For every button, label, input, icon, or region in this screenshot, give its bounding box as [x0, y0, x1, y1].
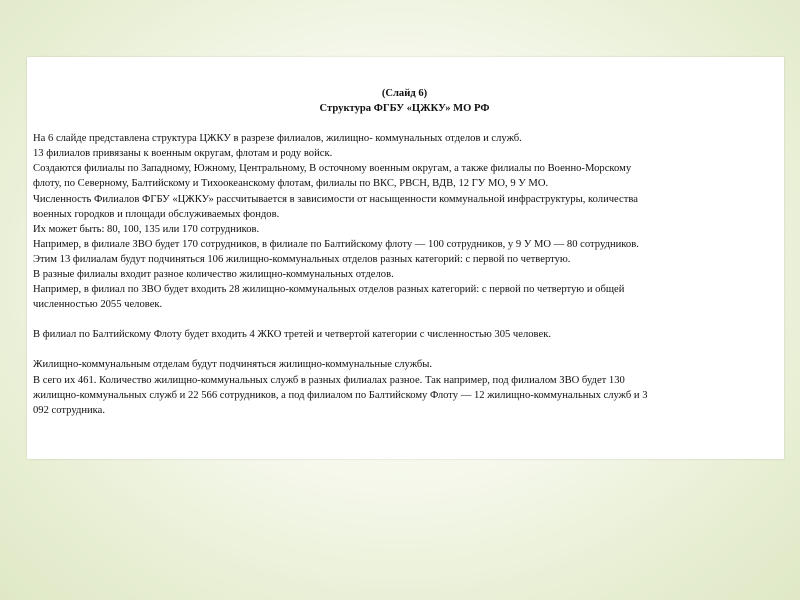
text-line: численностью 2055 человек. [33, 299, 163, 311]
paragraph-baltic [33, 327, 776, 342]
text-line: Численность Филиалов ФГБУ «ЦЖКУ» рассчитывается в зависимости от насыщенности коммунальной инфраструктуры, количества [33, 193, 638, 205]
slide-content [27, 57, 784, 459]
text-line: В филиал по Балтийскому Флоту будет входить 4 ЖКО третей и четвертой категории с численностью 305 человек. [33, 329, 551, 341]
slide-number-title: (Слайд 6) [381, 88, 428, 99]
text-line: В сего их 461. Количество жилищно-коммунальных служб в разных филиалах разное. Так например, под филиалом ЗВО будет 130 [33, 374, 625, 386]
spacer [33, 312, 776, 327]
text-line: Этим 13 филиалам будут подчиняться 106 жилищно-коммунальных отделов разных категорий: с первой по четвертую. [33, 253, 571, 265]
text-line: военных городков и площади обслуживаемых фондов. [33, 208, 280, 220]
text-line: 13 филиалов привязаны к военным округам, флотам и роду войск. [33, 148, 333, 160]
paragraph-branches [33, 131, 776, 312]
structure-title: Структура ФГБУ «ЦЖКУ» МО РФ [319, 103, 490, 115]
text-line: флоту, по Северному, Балтийскому и Тихоокеанскому флотам, филиалы по ВКС, РВСН, ВДВ, 12 ГУ МО, 9 У МО. [33, 178, 549, 190]
text-line: Создаются филиалы по Западному, Южному, Центральному, В осточному военным округам, а также филиалы по Военно-Морскому [33, 163, 632, 175]
text-line: Например, в филиал по ЗВО будет входить 28 жилищно-коммунальных отделов разных категорий: с первой по четвертую и общей [33, 284, 625, 296]
spacer [33, 342, 776, 357]
slide-heading [33, 86, 776, 116]
text-line: 092 сотрудника. [33, 404, 106, 416]
paragraph-services [33, 357, 776, 417]
text-line: В разные филиалы входит разное количество жилищно-коммунальных отделов. [33, 269, 394, 281]
text-line: На 6 слайде представлена структура ЦЖКУ в разрезе филиалов, жилищно- коммунальных отделов и служб. [33, 133, 522, 145]
spacer [33, 116, 776, 131]
text-line: Жилищно-коммунальным отделам будут подчиняться жилищно-коммунальные службы. [33, 359, 433, 371]
text-line: Например, в филиале ЗВО будет 170 сотрудников, в филиале по Балтийскому флоту — 100 сотрудников, у 9 У МО — 80 сотрудников. [33, 238, 639, 250]
text-line: жилищно-коммунальных служб и 22 566 сотрудников, а под филиалом по Балтийскому Флоту — 12 жилищно-коммунальных служб и 3 [33, 389, 648, 401]
text-line: Их может быть: 80, 100, 135 или 170 сотрудников. [33, 223, 260, 235]
